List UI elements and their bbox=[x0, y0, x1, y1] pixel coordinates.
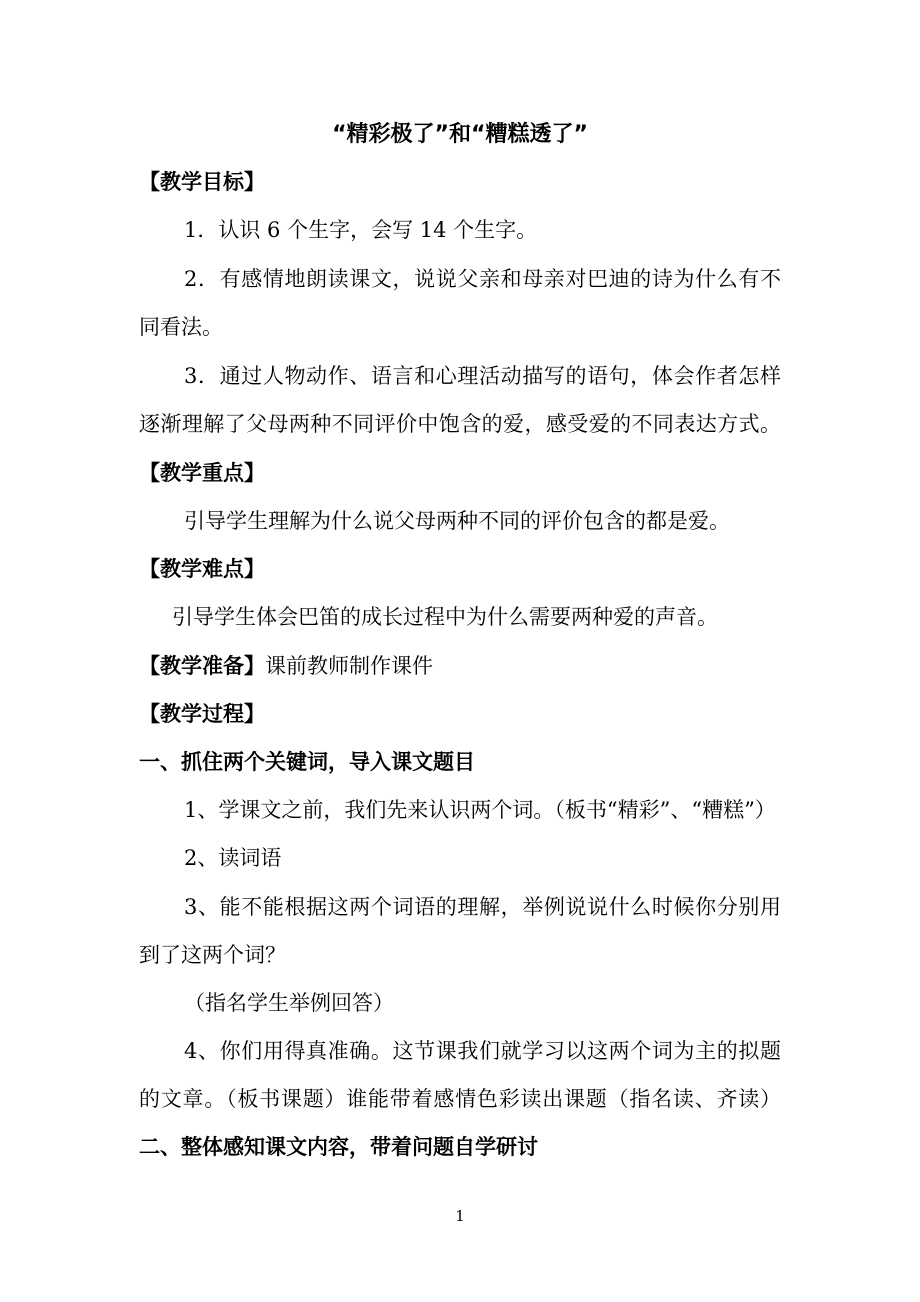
key-point-heading: 【教学重点】 bbox=[139, 461, 265, 485]
page-number: 1 bbox=[455, 1207, 465, 1225]
difficulty-heading: 【教学难点】 bbox=[139, 557, 265, 581]
goal-item-2-line-1: 2．有感情地朗读课文，说说父亲和母亲对巴迪的诗为什么有不 bbox=[184, 267, 781, 291]
part-1-item-3-line-2: 到了这两个词？ bbox=[139, 943, 286, 967]
preparation-line bbox=[139, 652, 433, 680]
part-1-item-4-line-2: 的文章。（板书课题）谁能带着感情色彩读出课题（指名读、齐读） bbox=[139, 1087, 781, 1111]
preparation-heading: 【教学准备】 bbox=[139, 654, 265, 678]
goals-heading: 【教学目标】 bbox=[139, 170, 265, 194]
part-1-item-3-line-1: 3、能不能根据这两个词语的理解，举例说说什么时候你分别用 bbox=[184, 895, 781, 919]
part-1-item-1: 1、学课文之前，我们先来认识两个词。（板书“精彩”、“糟糕”） bbox=[184, 798, 776, 822]
part-1-item-4-line-1: 4、你们用得真准确。这节课我们就学习以这两个词为主的拟题 bbox=[184, 1039, 781, 1063]
goal-item-3-line-2: 逐渐理解了父母两种不同评价中饱含的爱，感受爱的不同表达方式。 bbox=[139, 412, 781, 436]
goal-item-3-line-1: 3．通过人物动作、语言和心理活动描写的语句，体会作者怎样 bbox=[184, 364, 781, 388]
process-heading: 【教学过程】 bbox=[139, 702, 265, 726]
part-1-heading: 一、抓住两个关键词，导入课文题目 bbox=[139, 750, 475, 774]
key-point-text: 引导学生理解为什么说父母两种不同的评价包含的都是爱。 bbox=[184, 509, 730, 533]
difficulty-text: 引导学生体会巴笛的成长过程中为什么需要两种爱的声音。 bbox=[172, 605, 718, 629]
preparation-text: 课前教师制作课件 bbox=[265, 654, 433, 678]
part-1-item-3-note: （指名学生举例回答） bbox=[184, 991, 394, 1015]
part-2-heading: 二、整体感知课文内容，带着问题自学研讨 bbox=[139, 1135, 538, 1159]
document-title: “精彩极了”和“糟糕透了” bbox=[332, 122, 588, 147]
part-1-item-2: 2、读词语 bbox=[184, 846, 282, 870]
goal-item-1: 1．认识 6 个生字，会写 14 个生字。 bbox=[184, 218, 538, 242]
goal-item-2-line-2: 同看法。 bbox=[139, 315, 223, 339]
